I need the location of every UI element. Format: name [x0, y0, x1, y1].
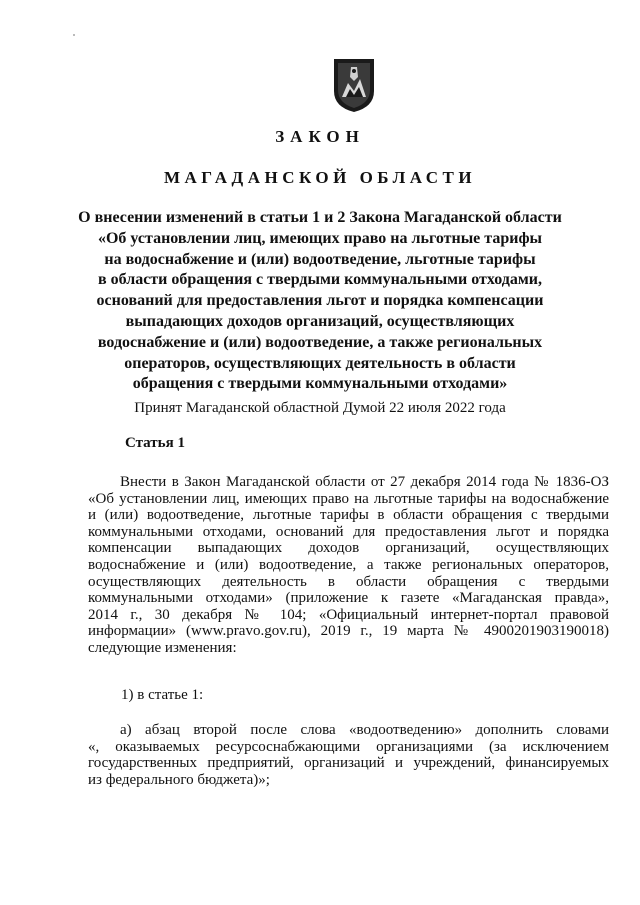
- paragraph-line: «, оказываемых ресурсоснабжающими организациями (за исключением: [88, 738, 609, 755]
- paragraph-line: и (или) водоотведение, льготные тарифы в области обращения с твердыми: [88, 507, 609, 524]
- paragraph-line: водоснабжение и (или) водоотведение, а также региональных операторов,: [88, 556, 609, 573]
- subject-line: операторов, осуществляющих деятельность в области: [124, 354, 516, 372]
- paragraph-line: компенсации выпадающих доходов организаций, осуществляющих: [88, 540, 609, 557]
- subject-line: О внесении изменений в статьи 1 и 2 Закона Магаданской области: [78, 209, 562, 226]
- subject-line: на водоснабжение и (или) водоотведение, льготные тарифы: [104, 250, 536, 268]
- paragraph-line: информации» (www.pravo.gov.ru), 2019 г., 19 марта № 4900201903190018): [88, 623, 609, 640]
- paragraph-line: 2014 г., 30 декабря № 104; «Официальный интернет-портал правовой: [88, 606, 609, 623]
- paragraph-amendments-intro: [88, 474, 609, 657]
- paragraph-line: а) абзац второй после слова «водоотведению» дополнить словами: [120, 722, 609, 738]
- subject-line: «Об установлении лиц, имеющих право на льготные тарифы: [97, 229, 543, 247]
- subject-line: водоснабжение и (или) водоотведение, а также региональных: [97, 333, 543, 351]
- paragraph-subitem-a: [88, 722, 609, 788]
- scan-speck: [73, 34, 75, 36]
- list-item-article-1: 1) в статье 1:: [121, 687, 204, 703]
- paragraph-line: следующие изменения:: [88, 639, 237, 656]
- paragraph-line: Внести в Закон Магаданской области от 27 декабря 2014 года № 1836-ОЗ: [120, 474, 609, 490]
- subject-line: обращения с твердыми коммунальными отходами»: [132, 375, 508, 393]
- adoption-statement: Принят Магаданской областной Думой 22 июля 2022 года: [134, 400, 506, 416]
- paragraph-line: коммунальными отходами, оснований для предоставления льгот и порядка: [88, 523, 609, 540]
- law-subject-heading: [70, 208, 570, 395]
- document-type-title: ЗАКОН: [275, 127, 365, 146]
- paragraph-line: государственных предприятий, организаций и учреждений, финансируемых: [88, 755, 609, 772]
- paragraph-line: из федерального бюджета)»;: [88, 771, 270, 788]
- region-title: МАГАДАНСКОЙ ОБЛАСТИ: [163, 168, 477, 187]
- paragraph-line: коммунальными отходами» (приложение к газете «Магаданская правда»,: [88, 590, 609, 607]
- paragraph-line: «Об установлении лиц, имеющих право на льготные тарифы на водоснабжение: [88, 490, 609, 507]
- paragraph-line: осуществляющих деятельность в области обращения с твердыми: [88, 573, 609, 590]
- subject-line: оснований для предоставления льгот и порядка компенсации: [96, 292, 544, 310]
- article-heading: Статья 1: [125, 435, 185, 451]
- subject-line: в области обращения с твердыми коммунальными отходами,: [97, 271, 542, 289]
- coat-of-arms-icon: [332, 57, 376, 113]
- subject-line: выпадающих доходов организаций, осуществляющих: [125, 312, 515, 330]
